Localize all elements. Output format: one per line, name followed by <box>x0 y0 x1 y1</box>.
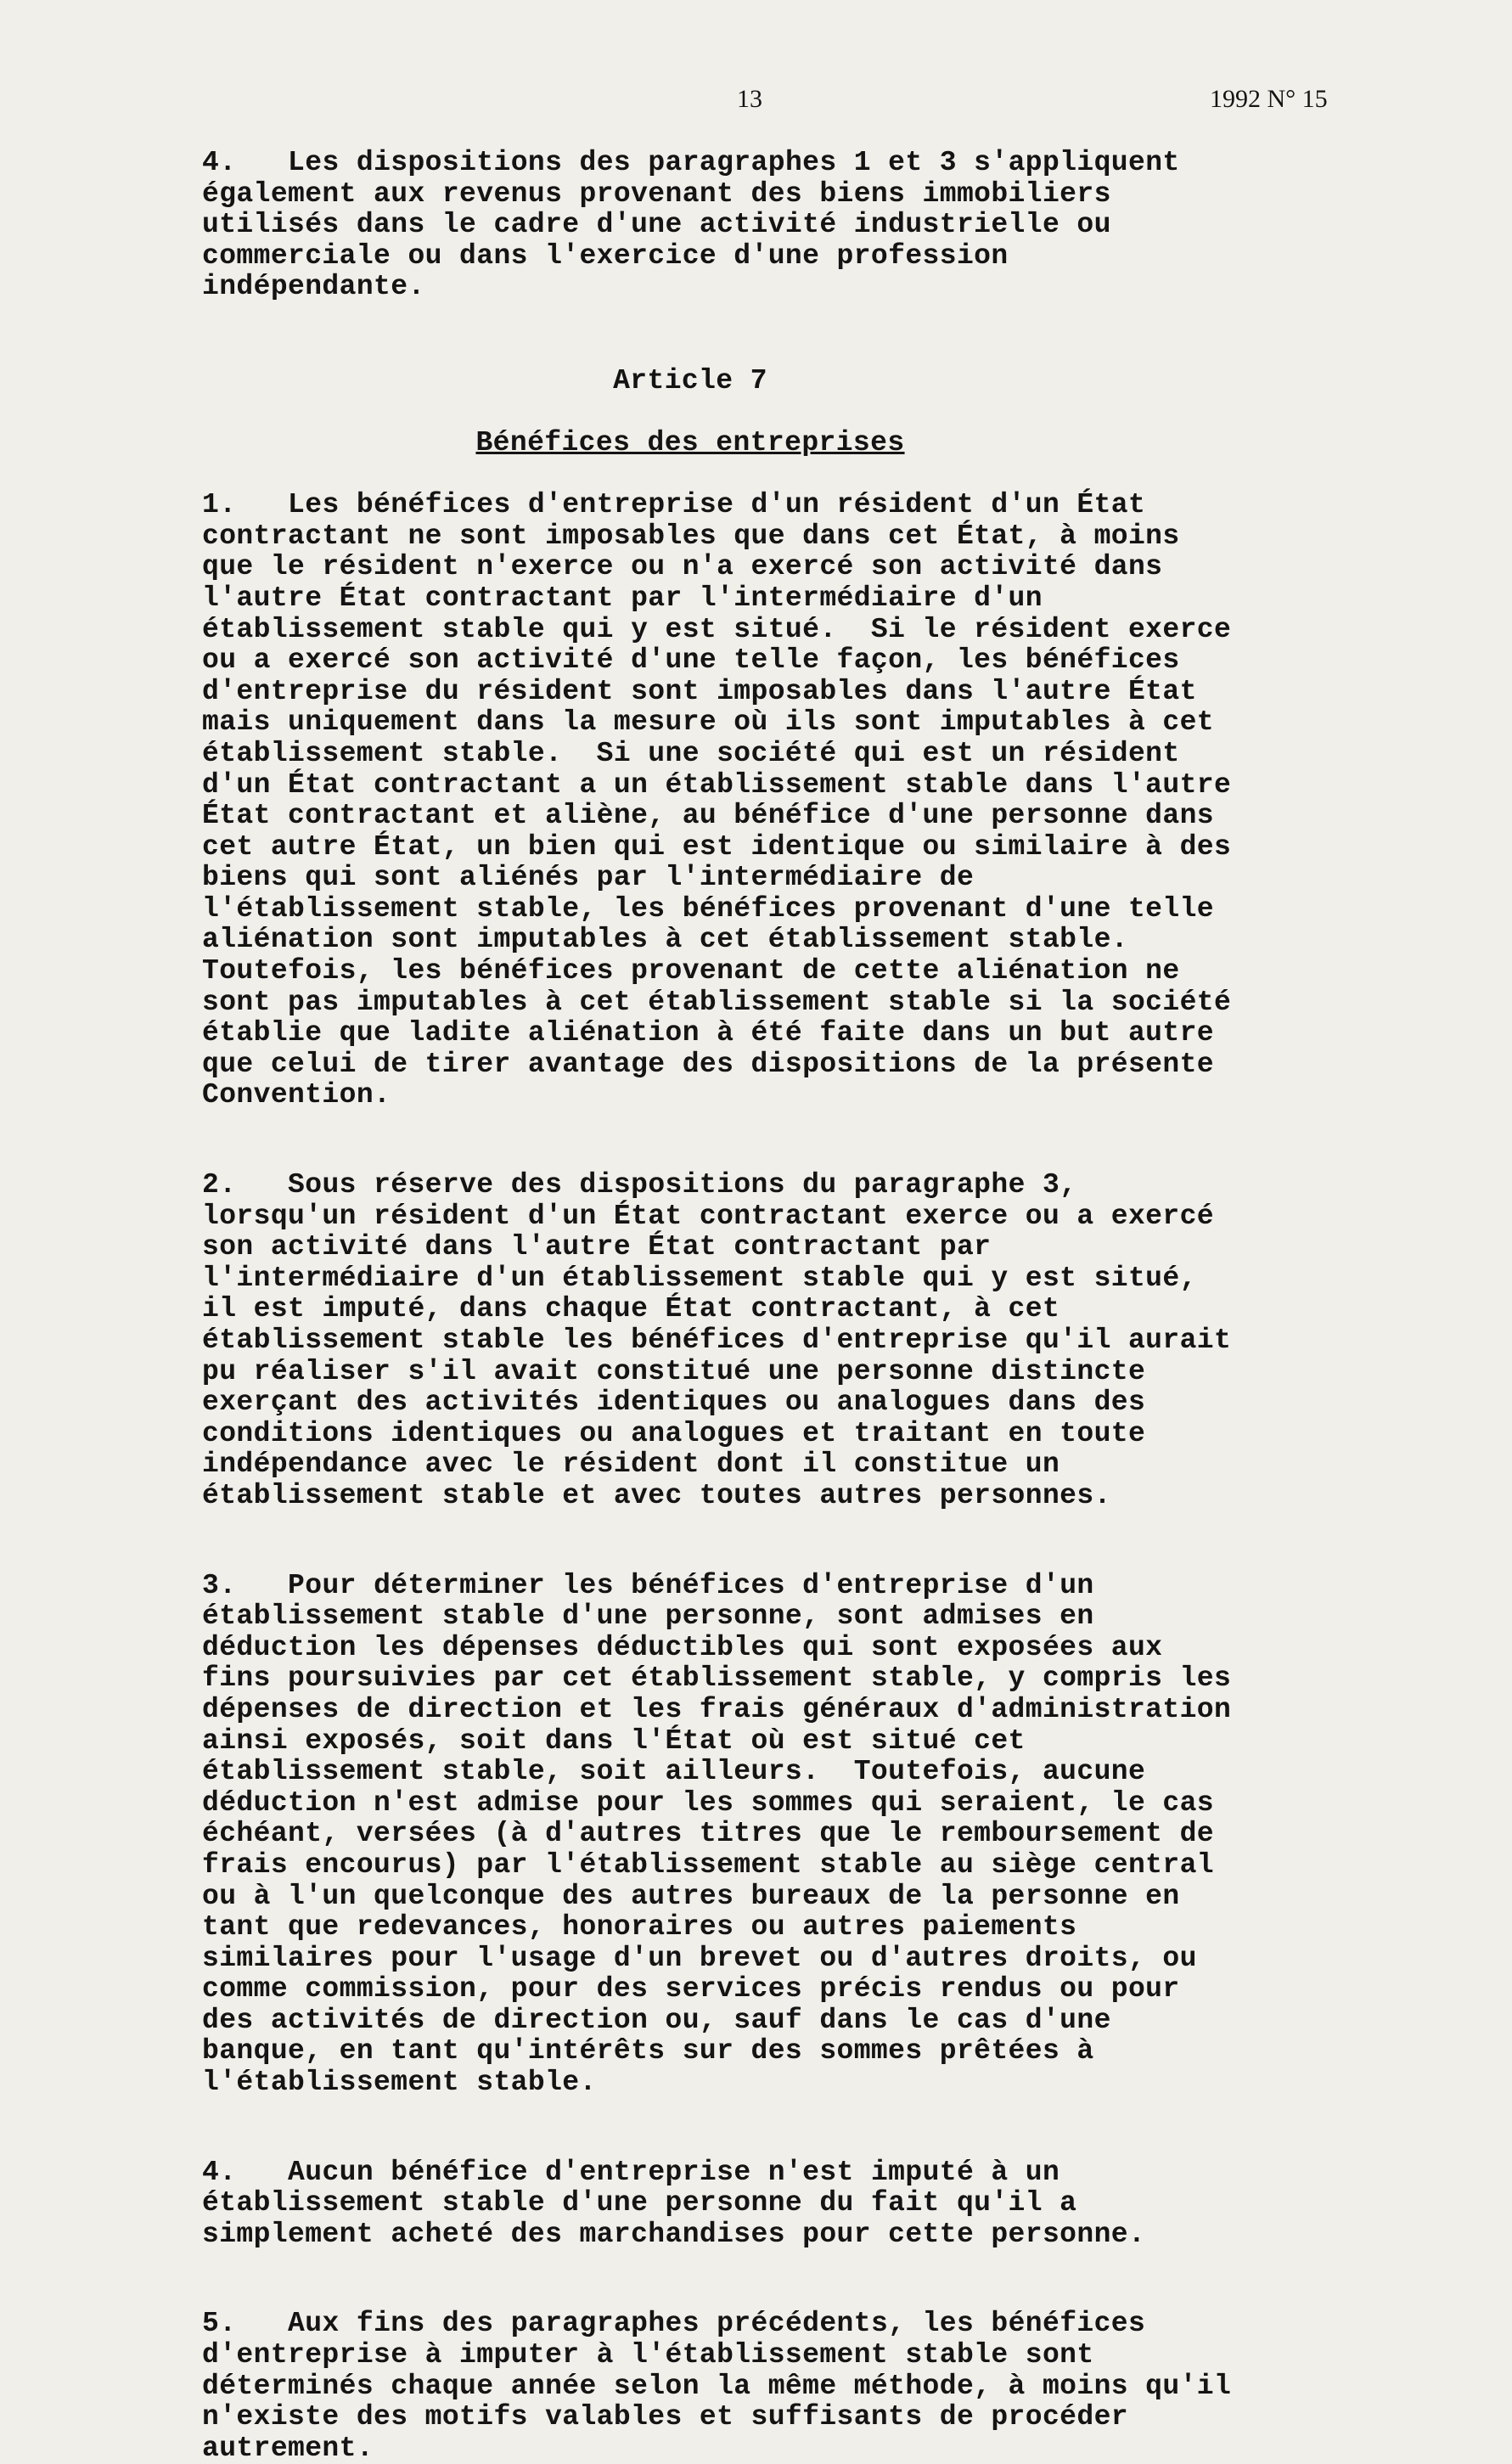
text-line: fins poursuivies par cet établissement stable, y compris les <box>202 1662 1232 1695</box>
text-line: que celui de tirer avantage des dispositions de la présente <box>202 1048 1214 1080</box>
text-line: banque, en tant qu'intérêts sur des sommes prêtées à <box>202 2035 1094 2067</box>
paragraph-5 <box>202 2309 1391 2464</box>
text-line: il est imputé, dans chaque État contractant, à cet <box>202 1293 1060 1325</box>
article-subtitle: Bénéfices des entreprises <box>475 426 905 458</box>
text-line: établissement stable qui y est situé. Si le résident exerce <box>202 613 1232 645</box>
text-line: ou à l'un quelconque des autres bureaux de la personne en <box>202 1880 1180 1912</box>
text-line: ainsi exposés, soit dans l'État où est situé cet <box>202 1724 1026 1757</box>
text-line: utilisés dans le cadre d'une activité industrielle ou <box>202 209 1111 241</box>
page-header <box>0 85 1512 122</box>
text-line: échéant, versées (à d'autres titres que le remboursement de <box>202 1818 1214 1850</box>
text-line: déterminés chaque année selon la même méthode, à moins qu'il <box>202 2370 1232 2402</box>
text-line: Pour déterminer les bénéfices d'entreprise d'un <box>288 1569 1094 1601</box>
text-line: établissement stable d'une personne, sont admises en <box>202 1600 1094 1633</box>
paragraph-number: 3. <box>202 1569 237 1601</box>
text-line: l'établissement stable. <box>202 2067 597 2099</box>
text-line: que le résident n'exerce ou n'a exercé son activité dans <box>202 551 1163 583</box>
text-line: établissement stable les bénéfices d'entreprise qu'il aurait <box>202 1325 1232 1356</box>
document-body <box>202 148 1391 2464</box>
text-line: sont pas imputables à cet établissement stable si la société <box>202 986 1232 1018</box>
text-line: similaires pour l'usage d'un brevet ou d'autres droits, ou <box>202 1942 1197 1974</box>
paragraph-number: 1. <box>202 489 237 521</box>
text-line: d'entreprise du résident sont imposables dans l'autre État <box>202 675 1197 707</box>
text-line: établissement stable d'une personne du fait qu'il a <box>202 2187 1077 2219</box>
text-line: n'existe des motifs valables et suffisants de procéder <box>202 2401 1128 2433</box>
text-line: des activités de direction ou, sauf dans le cas d'une <box>202 2004 1111 2036</box>
text-line: l'établissement stable, les bénéfices provenant d'une telle <box>202 892 1214 925</box>
text-line: conditions identiques ou analogues et traitant en toute <box>202 1417 1146 1449</box>
text-line: déduction les dépenses déductibles qui sont exposées aux <box>202 1631 1163 1663</box>
text-line: État contractant et aliène, au bénéfice d'une personne dans <box>202 800 1214 832</box>
paragraph-1 <box>202 490 1391 1111</box>
text-line: d'un État contractant a un établissement stable dans l'autre <box>202 768 1232 801</box>
text-line: exerçant des activités identiques ou analogues dans des <box>202 1387 1146 1419</box>
issue-reference: 1992 N° 15 <box>1210 85 1328 113</box>
paragraph-number: 4. <box>202 2156 237 2188</box>
paragraph-2 <box>202 1170 1391 1512</box>
text-line: Convention. <box>202 1079 391 1111</box>
text-line: indépendance avec le résident dont il constitue un <box>202 1449 1060 1481</box>
text-line: l'autre État contractant par l'intermédiaire d'un <box>202 582 1043 614</box>
text-line: établissement stable et avec toutes autres personnes. <box>202 1479 1111 1511</box>
text-line: Aucun bénéfice d'entreprise n'est imputé à un <box>288 2156 1060 2188</box>
text-line: dépenses de direction et les frais généraux d'administration <box>202 1693 1232 1725</box>
text-line: lorsqu'un résident d'un État contractant exerce ou a exercé <box>202 1200 1214 1232</box>
text-line: biens qui sont aliénés par l'intermédiaire de <box>202 862 975 894</box>
page-number: 13 <box>737 85 762 113</box>
text-line: simplement acheté des marchandises pour cette personne. <box>202 2218 1146 2250</box>
text-line: mais uniquement dans la mesure où ils sont imputables à cet <box>202 706 1214 739</box>
paragraph-4-previous-article <box>202 148 1391 303</box>
text-line: cet autre État, un bien qui est identique ou similaire à des <box>202 830 1232 863</box>
text-line: comme commission, pour des services précis rendus ou pour <box>202 1973 1180 2006</box>
text-line: Sous réserve des dispositions du paragraphe 3, <box>288 1169 1077 1201</box>
text-line: frais encourus) par l'établissement stable au siège central <box>202 1848 1214 1881</box>
paragraph-4 <box>202 2157 1391 2251</box>
article-title: Article 7 <box>613 364 767 397</box>
text-line: autrement. <box>202 2432 374 2464</box>
text-line: Aux fins des paragraphes précédents, les bénéfices <box>288 2308 1146 2340</box>
text-line: déduction n'est admise pour les sommes qui seraient, le cas <box>202 1786 1214 1819</box>
text-line: également aux revenus provenant des biens immobiliers <box>202 177 1111 210</box>
paragraph-number: 2. <box>202 1169 237 1201</box>
paragraph-3 <box>202 1571 1391 2099</box>
text-line: son activité dans l'autre État contractant par <box>202 1231 992 1263</box>
paragraph-number: 5. <box>202 2308 237 2340</box>
text-line: d'entreprise à imputer à l'établissement stable sont <box>202 2339 1094 2371</box>
text-line: établissement stable, soit ailleurs. Toutefois, aucune <box>202 1756 1146 1788</box>
text-line: indépendante. <box>202 271 425 303</box>
text-line: contractant ne sont imposables que dans cet État, à moins <box>202 520 1180 552</box>
text-line: Toutefois, les bénéfices provenant de cette aliénation ne <box>202 955 1180 987</box>
text-line: Les dispositions des paragraphes 1 et 3 s'appliquent <box>288 147 1180 178</box>
article-heading <box>202 366 1178 458</box>
text-line: aliénation sont imputables à cet établissement stable. <box>202 924 1128 956</box>
text-line: établie que ladite aliénation à été faite dans un but autre <box>202 1017 1214 1049</box>
text-line: tant que redevances, honoraires ou autres paiements <box>202 1911 1077 1944</box>
text-line: ou a exercé son activité d'une telle façon, les bénéfices <box>202 644 1180 677</box>
text-line: établissement stable. Si une société qui est un résident <box>202 737 1180 769</box>
text-line: pu réaliser s'il avait constitué une personne distincte <box>202 1355 1146 1387</box>
paragraph-number: 4. <box>202 147 237 178</box>
text-line: Les bénéfices d'entreprise d'un résident d'un État <box>288 489 1146 521</box>
text-line: l'intermédiaire d'un établissement stable qui y est situé, <box>202 1262 1197 1294</box>
text-line: commerciale ou dans l'exercice d'une profession <box>202 239 1009 272</box>
